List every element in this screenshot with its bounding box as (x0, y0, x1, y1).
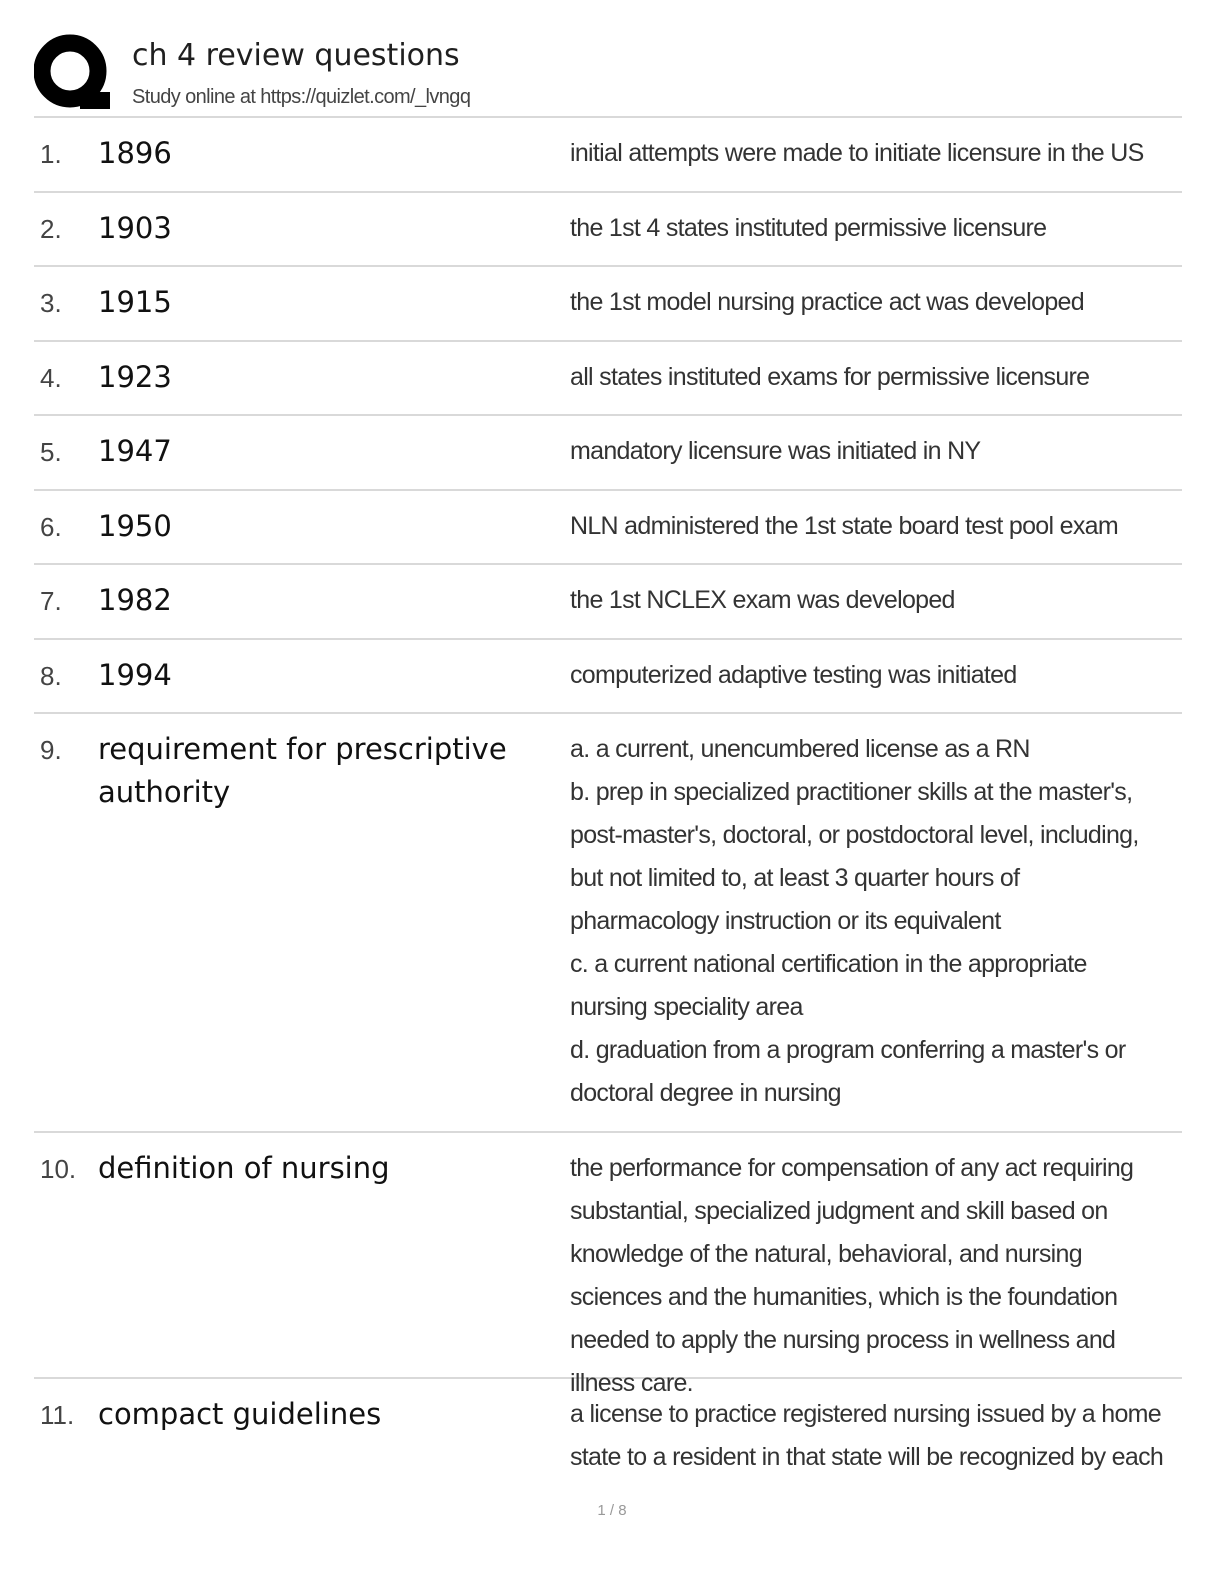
flashcard-row (34, 491, 1182, 565)
item-term: 1947 (98, 434, 172, 468)
flashcard-row (34, 193, 1182, 267)
item-number: 7. (40, 586, 62, 616)
item-term: 1994 (98, 658, 172, 692)
item-definition: all states instituted exams for permissive licensure (570, 363, 1090, 391)
item-number: 6. (40, 512, 62, 542)
item-definition: the 1st 4 states instituted permissive licensure (570, 214, 1047, 242)
item-definition: the 1st NCLEX exam was developed (570, 586, 955, 614)
page-title: ch 4 review questions (132, 38, 460, 73)
item-term: definition of nursing (98, 1151, 390, 1185)
study-online-link[interactable]: Study online at https://quizlet.com/_lvngq (132, 86, 471, 108)
flashcard-row (34, 1133, 1182, 1397)
item-definition: the performance for compensation of any act requiring substantial, specialized judgment and skill based on knowledge of the natural, behavioral, and nursing sciences and the humanities, which is the foundation needed to apply the nursing process in wellness and illness care. (570, 1154, 1134, 1397)
item-definition: mandatory licensure was initiated in NY (570, 437, 981, 465)
item-number: 11. (40, 1400, 75, 1430)
item-term: 1950 (98, 509, 172, 543)
item-term: 1923 (98, 360, 172, 394)
flashcard-row (34, 267, 1182, 342)
page-number: 1 / 8 (597, 1502, 627, 1519)
item-number: 9. (40, 735, 62, 765)
item-definition: the 1st model nursing practice act was developed (570, 288, 1084, 316)
flashcard-row (34, 1379, 1182, 1487)
item-term: 1915 (98, 285, 172, 319)
item-term: requirement for prescriptive authority (98, 732, 507, 809)
item-term: compact guidelines (98, 1397, 382, 1431)
item-number: 5. (40, 437, 62, 467)
item-number: 2. (40, 214, 62, 244)
flashcard-row (34, 640, 1182, 714)
flashcard-row (34, 342, 1182, 416)
item-term: 1896 (98, 136, 172, 170)
item-definition: initial attempts were made to initiate licensure in the US (570, 139, 1144, 167)
item-number: 8. (40, 661, 62, 691)
item-number: 10. (40, 1154, 77, 1184)
item-definition: a. a current, unencumbered license as a RN b. prep in specialized practitioner skills at the master's, post-master's, doctoral, or postdoctoral level, including, but not limited to, at least 3 quarter hours of pharmacology instruction or its equivalent c. a current national certification in the appropriate nursing speciality area d. graduation from a program conferring a master's or doctoral degree in nursing (570, 735, 1139, 1107)
item-definition: a license to practice registered nursing issued by a home state to a resident in that state will be recognized by each (570, 1400, 1164, 1471)
item-number: 4. (40, 363, 62, 393)
item-definition: computerized adaptive testing was initiated (570, 661, 1017, 689)
item-number: 3. (40, 288, 62, 318)
item-number: 1. (40, 139, 62, 169)
item-definition: NLN administered the 1st state board test pool exam (570, 512, 1118, 540)
flashcard-row (34, 416, 1182, 491)
item-term: 1903 (98, 211, 172, 245)
quizlet-q-logo-icon (34, 34, 112, 112)
flashcard-row (34, 565, 1182, 640)
flashcard-row (34, 714, 1182, 1133)
flashcard-row (34, 118, 1182, 193)
page-header (34, 32, 1184, 116)
item-term: 1982 (98, 583, 172, 617)
flashcard-list (34, 116, 1182, 1487)
